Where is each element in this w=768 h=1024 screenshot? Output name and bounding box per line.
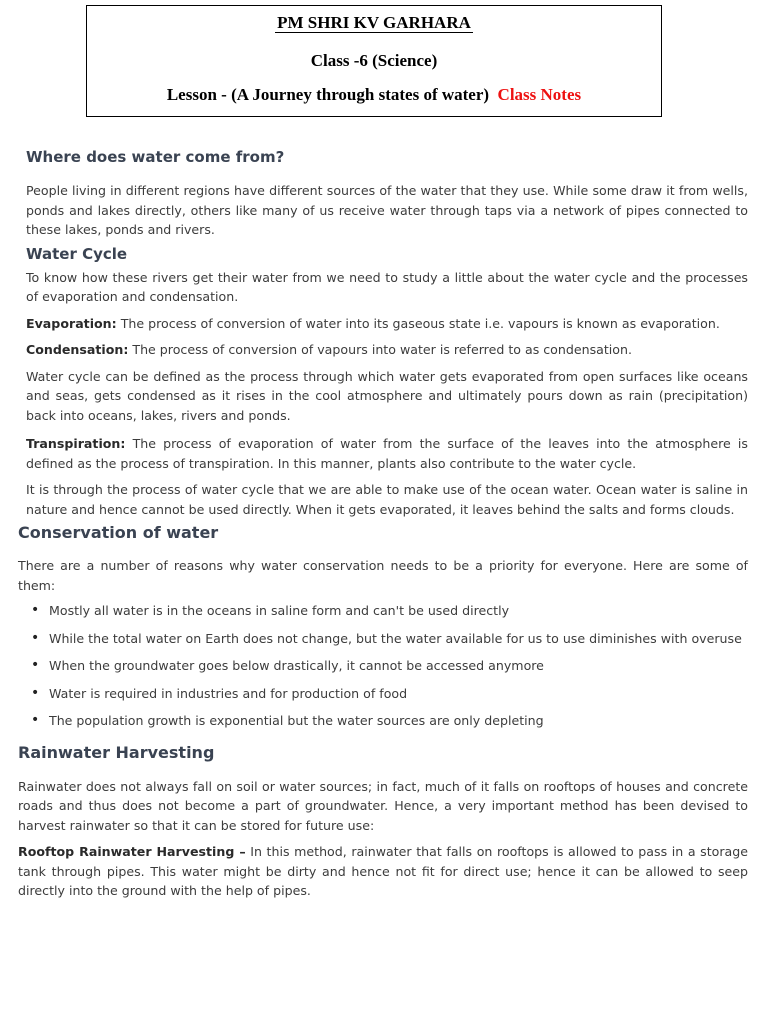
section-water-cycle bbox=[18, 245, 748, 520]
heading-conservation-of-water: Conservation of water bbox=[18, 523, 219, 542]
class-line: Class -6 (Science) bbox=[310, 51, 438, 70]
list-item: • The population growth is exponential but the water sources are only depleting bbox=[18, 711, 748, 731]
heading-water-cycle: Water Cycle bbox=[26, 244, 128, 263]
notes-content bbox=[18, 140, 748, 901]
heading-rainwater-harvesting: Rainwater Harvesting bbox=[18, 742, 215, 762]
school-name: PM SHRI KV GARHARA bbox=[277, 13, 471, 32]
list-item: • While the total water on Earth does not change, but the water available for us to use diminishes with overuse bbox=[18, 629, 748, 649]
list-item: • Mostly all water is in the oceans in saline form and can't be used directly bbox=[18, 601, 748, 621]
paragraph-water-cycle-intro: To know how these rivers get their water from we need to study a little about the water cycle and the processes of evaporation and condensation. bbox=[26, 269, 748, 304]
section-rainwater-harvesting bbox=[18, 743, 748, 901]
class-notes-label: Class Notes bbox=[497, 85, 582, 104]
term-transpiration: Transpiration: bbox=[26, 436, 126, 451]
paragraph-transpiration bbox=[26, 434, 748, 473]
term-evaporation: Evaporation: bbox=[26, 315, 117, 331]
conservation-reasons-list bbox=[18, 601, 748, 731]
rooftop-harvesting-definition: In this method, rainwater that falls on rooftops is allowed to pass in a storage tank through pipes. This water might be dirty and hence not fit for direct use; hence it can be allowed to seep directly into the ground with the help of pipes. bbox=[18, 844, 748, 898]
list-item: • Water is required in industries and for production of food bbox=[18, 684, 748, 704]
list-item: • When the groundwater goes below drastically, it cannot be accessed anymore bbox=[18, 656, 748, 676]
transpiration-definition: The process of evaporation of water from the surface of the leaves into the atmosphere is defined as the process of transpiration. In this manner, plants also contribute to the water cycle. bbox=[26, 436, 748, 471]
section-water-source bbox=[18, 148, 748, 240]
heading-where-does-water-come-from: Where does water come from? bbox=[26, 148, 285, 166]
paragraph-rainwater-intro: Rainwater does not always fall on soil or water sources; in fact, much of it falls on rooftops of houses and concrete roads and thus does not become a part of groundwater. Hence, a very important method has been devised to harvest rainwater so that it can be stored for future use: bbox=[18, 778, 748, 833]
term-condensation: Condensation: bbox=[26, 342, 129, 357]
lesson-title: Lesson - (A Journey through states of water) bbox=[166, 85, 490, 104]
paragraph-ocean-water: It is through the process of water cycle that we are able to make use of the ocean water. Ocean water is saline in nature and hence cannot be used directly. When it gets evaporated, it leaves behind the salts and forms clouds. bbox=[26, 482, 748, 517]
header-box bbox=[86, 5, 662, 117]
paragraph-condensation bbox=[26, 340, 748, 360]
paragraph-rooftop-harvesting bbox=[18, 842, 748, 901]
section-conservation bbox=[18, 523, 748, 731]
paragraph-evaporation bbox=[26, 314, 748, 334]
paragraph-water-sources: People living in different regions have different sources of the water that they use. While some draw it from wells, ponds and lakes directly, others like many of us receive water through taps via a network of pipes connected to these lakes, ponds and rivers. bbox=[26, 183, 748, 237]
paragraph-water-cycle-definition: Water cycle can be defined as the process through which water gets evaporated from open surfaces like oceans and seas, gets condensed as it rises in the cool atmosphere and ultimately pours down as rain (precipitation) back into oceans, lakes, rivers and ponds. bbox=[26, 368, 748, 423]
condensation-definition: The process of conversion of vapours into water is referred to as condensation. bbox=[128, 342, 632, 357]
evaporation-definition: The process of conversion of water into its gaseous state i.e. vapours is known as evaporation. bbox=[116, 315, 720, 331]
lesson-line bbox=[87, 85, 661, 105]
paragraph-conservation-intro: There are a number of reasons why water conservation needs to be a priority for everyone. Here are some of them: bbox=[18, 558, 748, 593]
term-rooftop-harvesting: Rooftop Rainwater Harvesting – bbox=[18, 844, 246, 859]
